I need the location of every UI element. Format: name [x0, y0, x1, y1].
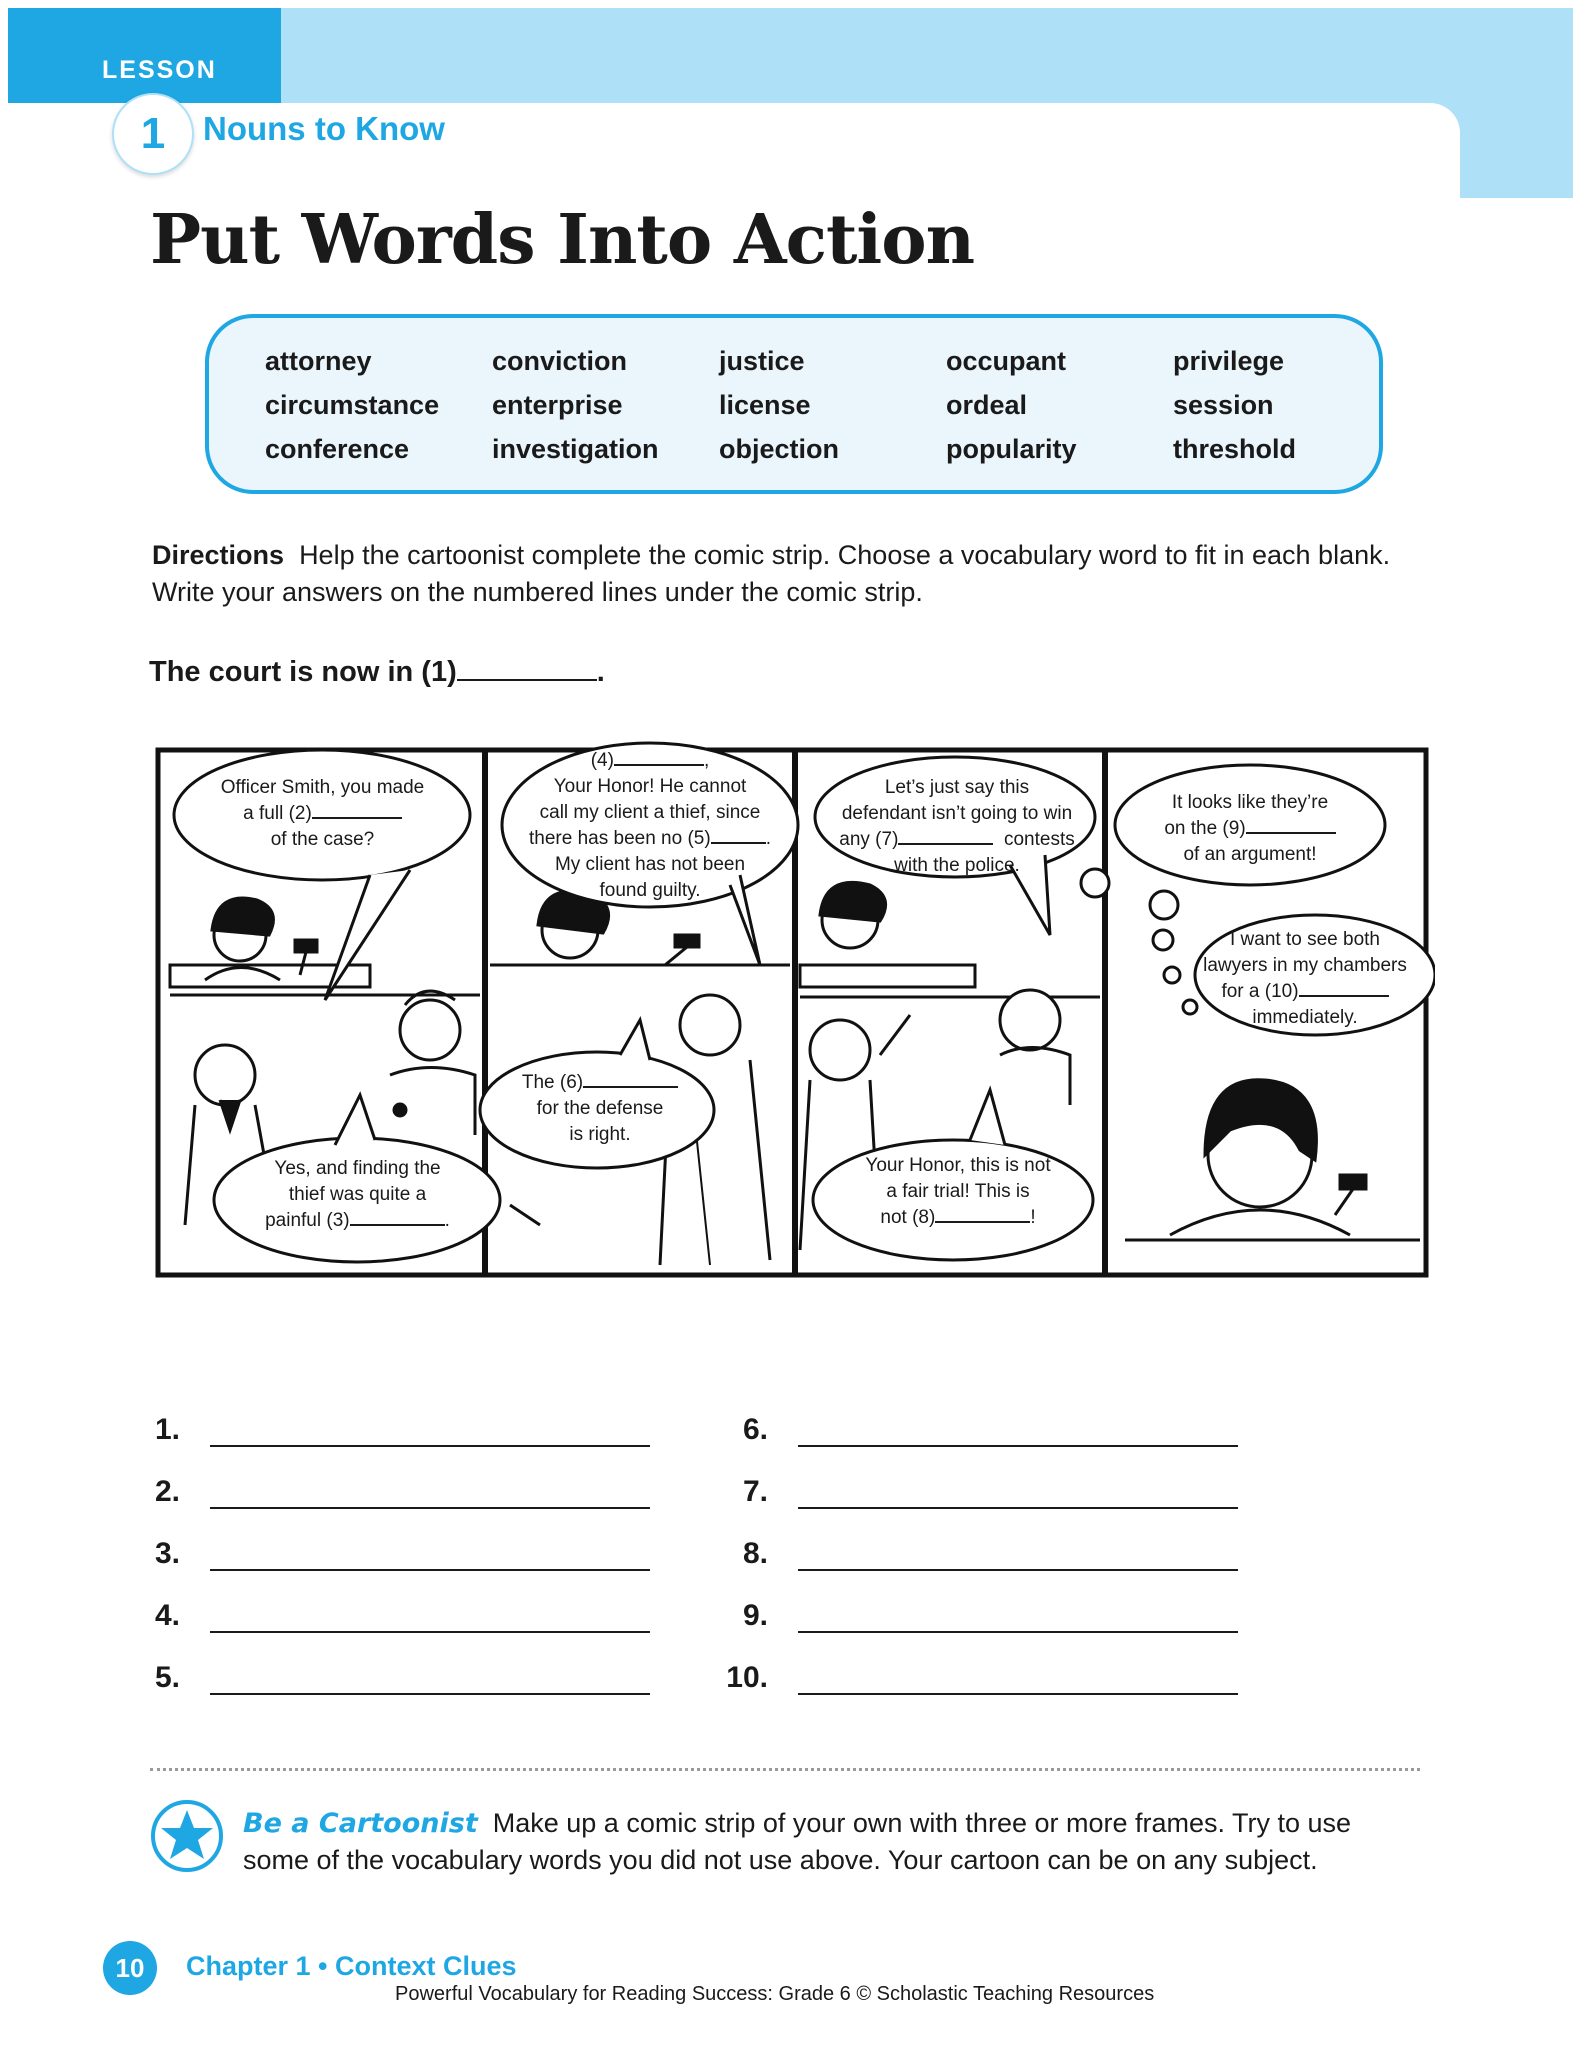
answer-line[interactable] [210, 1631, 650, 1633]
answer-blank [935, 1221, 1030, 1223]
panel-2-top-bubble [510, 748, 790, 904]
be-a-cartoonist [243, 1805, 1403, 1879]
directions-label: Directions [152, 540, 285, 570]
answer-line[interactable] [210, 1445, 650, 1447]
vocabulary-word: investigation [492, 434, 659, 464]
answer-line[interactable] [210, 1507, 650, 1509]
vocabulary-word: justice [719, 346, 805, 376]
bubble-text: a full (2) [243, 803, 312, 824]
answer-row [718, 1447, 1238, 1509]
bubble-line: a fair trial! This is [886, 1181, 1030, 1202]
directions-text: Help the cartoonist complete the comic strip. Choose a vocabulary word to fit in each blank. Write your answers on the numbered lines under the comic strip. [152, 540, 1391, 607]
answer-number: 8. [742, 1537, 768, 1570]
answer-blank [1299, 995, 1389, 997]
word-column-1 [265, 339, 475, 471]
answer-blank [1246, 832, 1336, 834]
court-sentence-end: . [596, 656, 605, 688]
answer-row [718, 1509, 1238, 1571]
vocabulary-word: privilege [1173, 346, 1285, 376]
word-column-3 [719, 339, 929, 471]
panel-2-bottom-bubble [500, 1070, 700, 1148]
bubble-text: for a (10) [1221, 981, 1299, 1002]
bubble-line: is right. [569, 1124, 631, 1145]
answer-blank [350, 1224, 445, 1226]
bubble-text: on the (9) [1164, 818, 1246, 839]
answer-number: 2. [154, 1475, 180, 1508]
answer-number: 10. [726, 1661, 768, 1694]
word-column-4 [946, 339, 1156, 471]
dotted-divider [150, 1768, 1420, 1771]
bubble-text: painful (3) [265, 1210, 350, 1231]
answer-blank [312, 817, 402, 819]
answer-blank [614, 764, 704, 766]
bubble-line [200, 801, 445, 827]
answer-blank [898, 843, 993, 845]
court-sentence [149, 656, 605, 689]
answer-number: 4. [154, 1599, 180, 1632]
bubble-line: It looks like they’re [1171, 792, 1329, 813]
answer-number: 9. [742, 1599, 768, 1632]
bubble-text: not (8) [880, 1207, 936, 1228]
answer-row [718, 1633, 1238, 1695]
answer-line[interactable] [210, 1693, 650, 1695]
bubble-line [500, 1070, 700, 1096]
answer-line[interactable] [798, 1693, 1238, 1695]
bubble-line: of an argument! [1183, 844, 1317, 865]
answer-row [130, 1447, 650, 1509]
bubble-line: with the police. [894, 855, 1020, 876]
answer-line[interactable] [210, 1569, 650, 1571]
answer-blank [583, 1086, 678, 1088]
bubble-line [822, 827, 1092, 853]
panel-3-bottom-bubble [838, 1153, 1078, 1231]
answer-line[interactable] [798, 1631, 1238, 1633]
vocabulary-word: enterprise [492, 390, 623, 420]
bubble-line: (4) , [590, 750, 710, 771]
answer-number: 1. [154, 1413, 180, 1446]
star-icon [151, 1800, 223, 1872]
bubble-line: Yes, and finding the [274, 1158, 441, 1179]
bubble-line: Let’s just say this [884, 777, 1030, 798]
bubble-line: lawyers in my chambers [1203, 955, 1407, 976]
page-title: Put Words Into Action [150, 200, 975, 280]
answer-list-left [130, 1385, 650, 1695]
vocabulary-word: occupant [946, 346, 1067, 376]
vocabulary-word: objection [719, 434, 839, 464]
bubble-line [1140, 816, 1360, 842]
bubble-text: contests [1003, 829, 1075, 850]
answer-number: 7. [742, 1475, 768, 1508]
bubble-line: Officer Smith, you made [220, 777, 425, 798]
word-column-5 [1173, 339, 1383, 471]
bubble-text: any (7) [839, 829, 899, 850]
vocabulary-word: conviction [492, 346, 628, 376]
answer-blank [457, 679, 597, 681]
copyright: Powerful Vocabulary for Reading Success: Grade 6 © Scholastic Teaching Resources [395, 1983, 1155, 2005]
chapter-label: Chapter 1 • Context Clues [186, 1951, 517, 1981]
vocabulary-word: threshold [1173, 434, 1297, 464]
bubble-line [1190, 979, 1420, 1005]
bubble-line: painful (3) . [265, 1210, 450, 1231]
bubble-line: My client has not been [554, 854, 746, 875]
panel-1-top-bubble [200, 775, 445, 853]
page-number: 10 [103, 1941, 157, 1995]
panel-1-bottom-bubble [235, 1156, 480, 1234]
bubble-line: Your Honor, this is not [865, 1155, 1051, 1176]
panel-3-top-bubble [822, 775, 1092, 879]
answer-line[interactable] [798, 1569, 1238, 1571]
bubble-line: there has been no (5) . [529, 828, 771, 849]
vocabulary-word: attorney [265, 346, 372, 376]
answer-row [130, 1633, 650, 1695]
bubble-line: defendant isn’t going to win [841, 803, 1073, 824]
be-a-cartoonist-text: Make up a comic strip of your own with three or more frames. Try to use some of the vocabulary words you did not use above. Your cartoon can be on any subject. [243, 1808, 1352, 1875]
bubble-line: call my client a thief, since [539, 802, 761, 823]
bubble-line: thief was quite a [288, 1184, 427, 1205]
panel-4-speech-bubble [1190, 927, 1420, 1031]
answer-row [718, 1571, 1238, 1633]
bubble-line: Your Honor! He cannot [553, 776, 747, 797]
vocabulary-word: ordeal [946, 390, 1028, 420]
bubble-line: for the defense [536, 1098, 664, 1119]
bubble-text: The (6) [521, 1072, 584, 1093]
answer-blank [711, 842, 766, 844]
word-column-2 [492, 339, 702, 471]
bubble-line: found guilty. [599, 880, 701, 901]
answer-number: 5. [154, 1661, 180, 1694]
vocabulary-word: session [1173, 390, 1274, 420]
bubble-text: there has been no (5) [529, 828, 711, 849]
answer-row [130, 1571, 650, 1633]
court-sentence-text: The court is now in (1) [149, 656, 457, 688]
answer-list-right [718, 1385, 1238, 1695]
vocabulary-word: circumstance [265, 390, 440, 420]
answer-number: 6. [742, 1413, 768, 1446]
lesson-number-badge: 1 [112, 93, 194, 175]
directions [152, 537, 1452, 611]
vocabulary-word: conference [265, 434, 410, 464]
vocabulary-word: license [719, 390, 811, 420]
bubble-line: I want to see both [1230, 929, 1380, 950]
bubble-line: immediately. [1252, 1007, 1358, 1028]
be-a-cartoonist-heading: Be a Cartoonist [243, 1808, 478, 1839]
bubble-line: of the case? [270, 829, 375, 850]
answer-line[interactable] [798, 1507, 1238, 1509]
bubble-text: (4) [590, 750, 614, 771]
vocabulary-word: popularity [946, 434, 1077, 464]
bubble-line: not (8) ! [880, 1207, 1036, 1228]
answer-line[interactable] [798, 1445, 1238, 1447]
panel-4-thought-bubble [1140, 790, 1360, 868]
lesson-subtitle: Nouns to Know [203, 110, 445, 147]
answer-row [718, 1385, 1238, 1447]
answer-row [130, 1509, 650, 1571]
answer-number: 3. [154, 1537, 180, 1570]
answer-row [130, 1385, 650, 1447]
lesson-label: LESSON [102, 56, 217, 84]
